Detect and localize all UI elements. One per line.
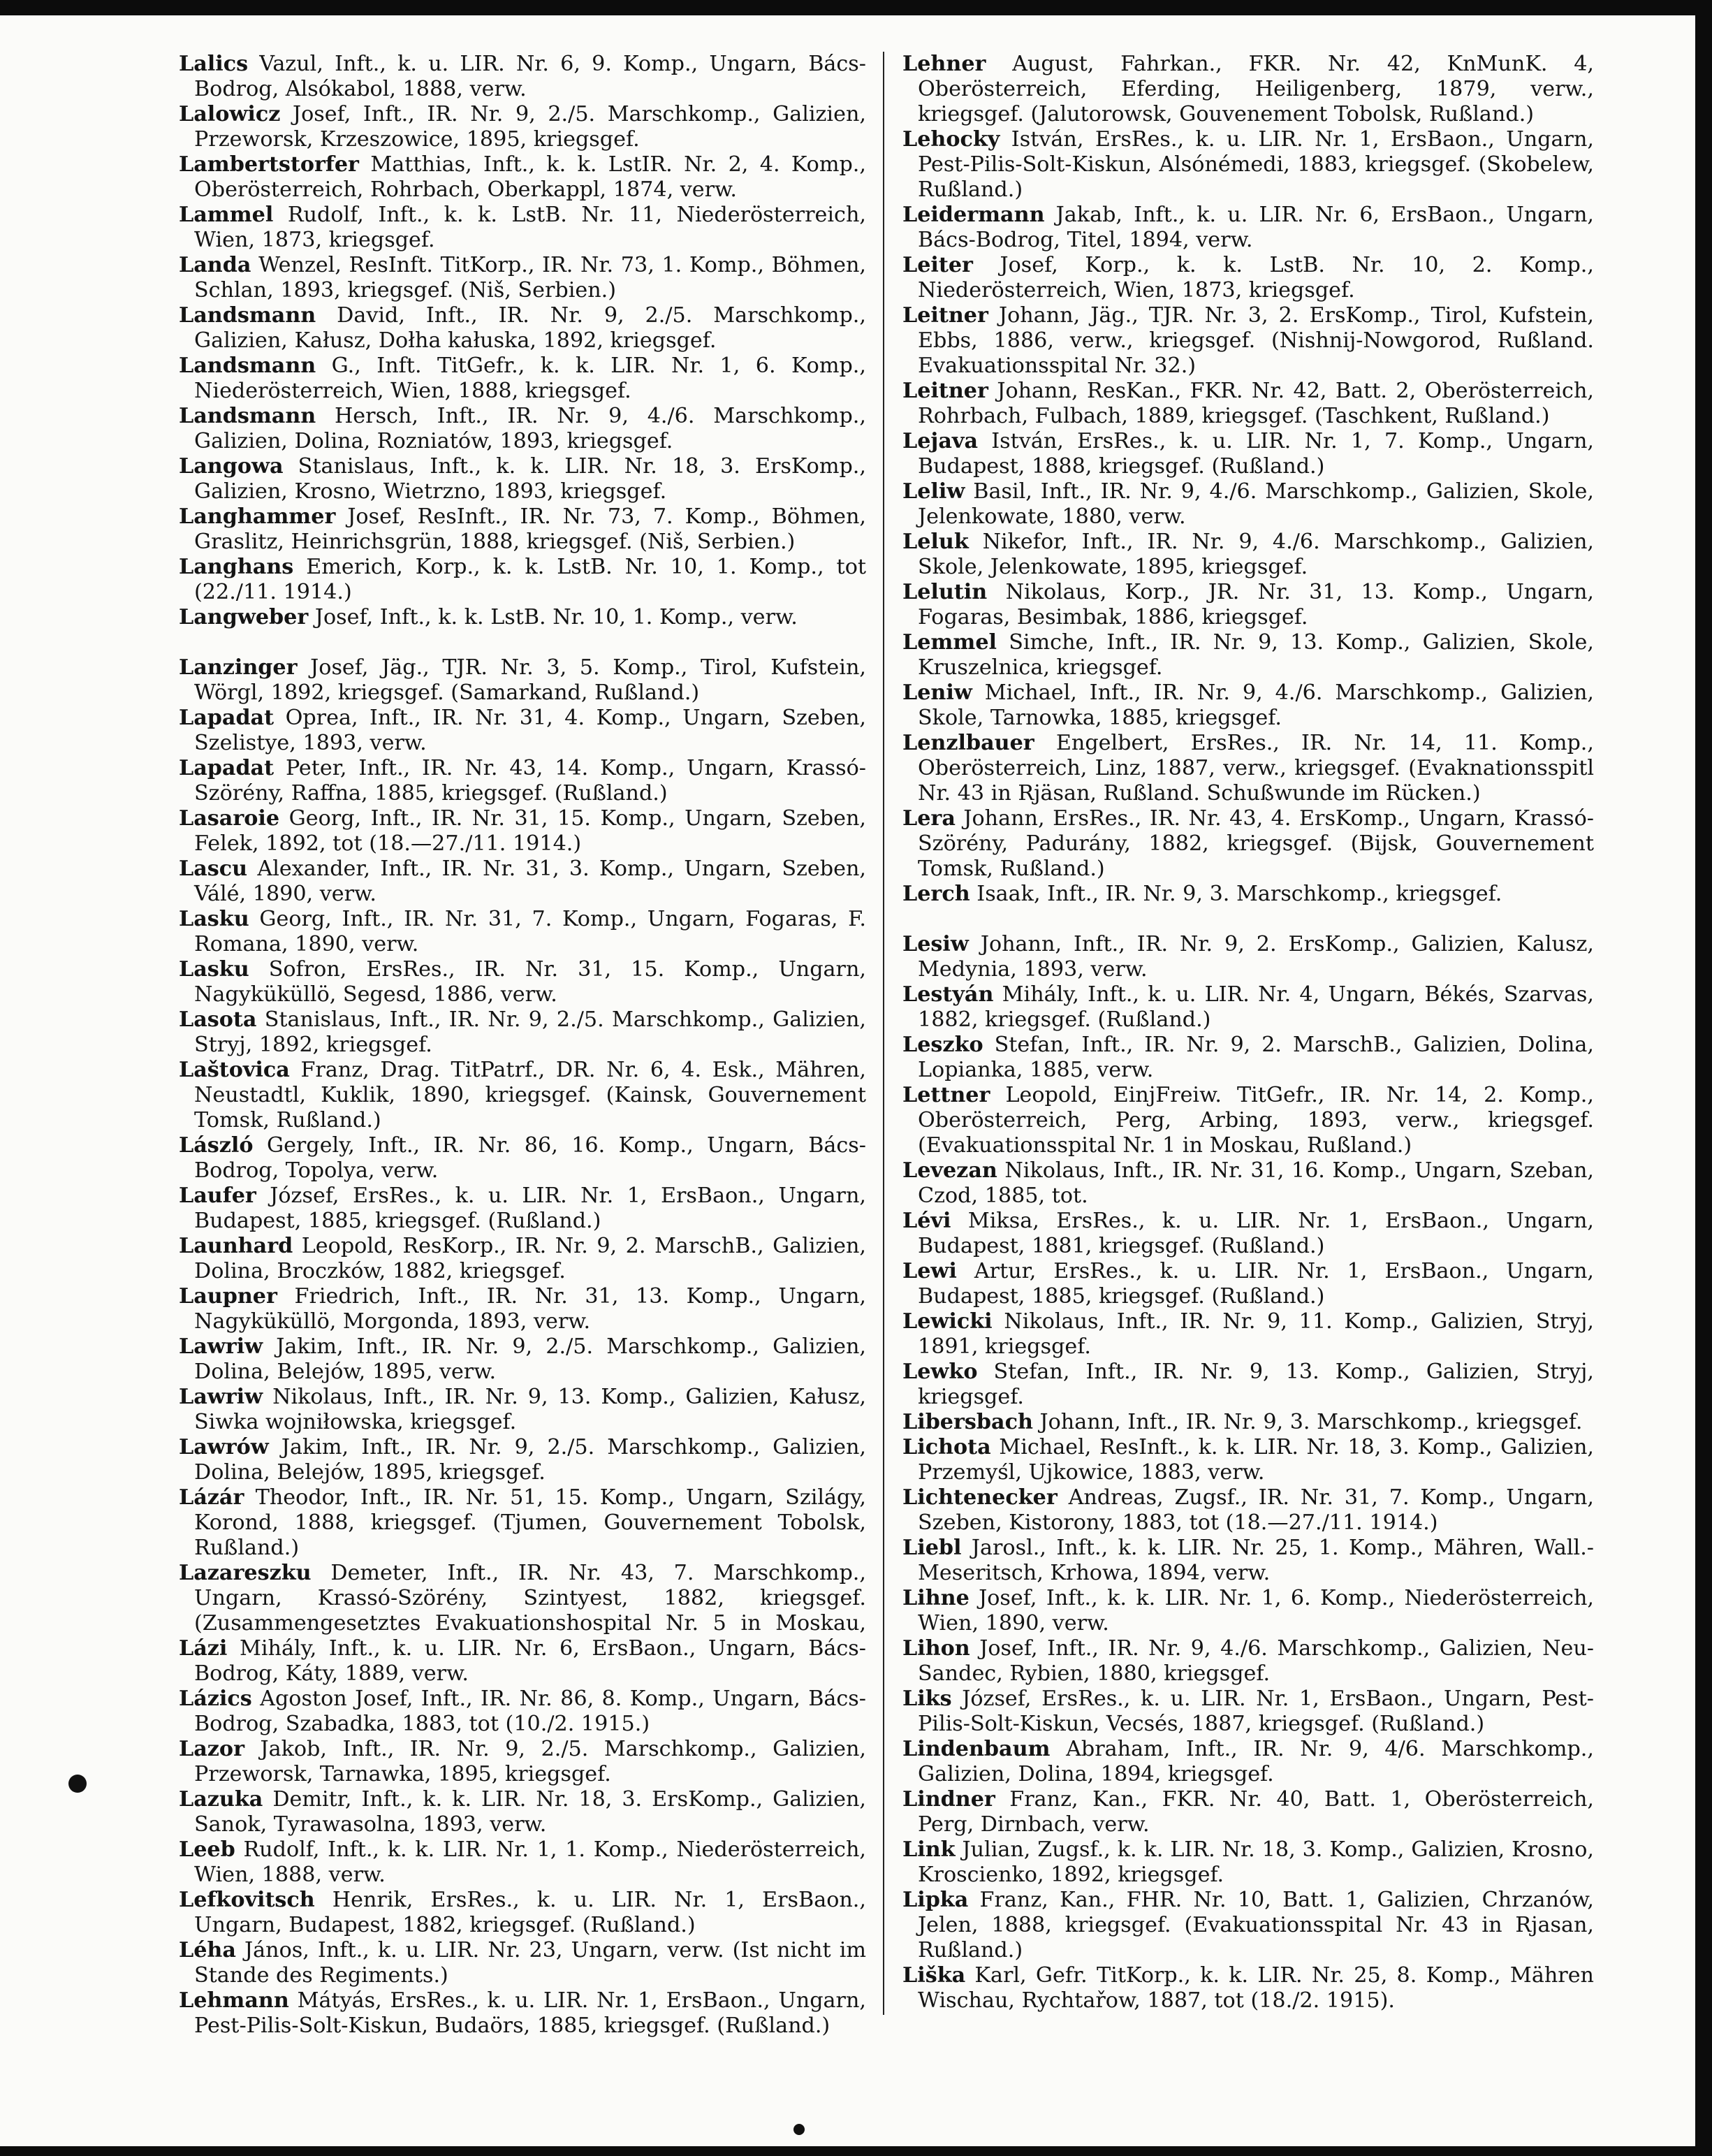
casualty-entry <box>902 1209 1594 1259</box>
casualty-entry <box>902 1309 1594 1360</box>
entry-details: Stanislaus, Inft., IR. Nr. 9, 2./5. Marschkomp., Galizien, Stryj, 1892, kriegsgef. <box>194 1007 866 1057</box>
casualty-entry <box>902 479 1594 530</box>
entry-surname: Lasku <box>179 907 249 931</box>
casualty-entry <box>179 253 866 303</box>
entry-surname: Liška <box>902 1963 966 1988</box>
casualty-entry <box>902 1687 1594 1737</box>
casualty-entry <box>179 1837 866 1888</box>
casualty-entry <box>179 1561 866 1636</box>
entry-details: Stanislaus, Inft., k. k. LIR. Nr. 18, 3. ErsKomp., Galizien, Krosno, Wietrzno, 1893, kriegsgef. <box>194 454 866 504</box>
entry-surname: Landsmann <box>179 303 316 328</box>
entry-details: Georg, Inft., IR. Nr. 31, 7. Komp., Ungarn, Fogaras, F. Romana, 1890, verw. <box>194 907 866 956</box>
entry-details: Franz, Kan., FKR. Nr. 40, Batt. 1, Oberösterreich, Perg, Dirnbach, verw. <box>918 1787 1594 1837</box>
casualty-entry <box>179 1485 866 1561</box>
entry-details: József, ErsRes., k. u. LIR. Nr. 1, ErsBaon., Ungarn, Budapest, 1885, kriegsgef. (Rußland.) <box>194 1183 866 1233</box>
entry-details: Demitr, Inft., k. k. LIR. Nr. 18, 3. ErsKomp., Galizien, Sanok, Tyrawasolna, 1893, verw. <box>194 1787 866 1837</box>
entry-surname: Lehmann <box>179 1988 289 2013</box>
entry-details: Nikolaus, Inft., IR. Nr. 9, 11. Komp., Galizien, Stryj, 1891, kriegsgef. <box>918 1309 1594 1359</box>
entry-details: István, ErsRes., k. u. LIR. Nr. 1, ErsBaon., Ungarn, Pest-Pilis-Solt-Kiskun, Alsónémedi, 1883, kriegsgef. (Skobelew, Rußland.) <box>918 127 1594 202</box>
entry-details: Karl, Gefr. TitKorp., k. k. LIR. Nr. 25, 8. Komp., Mähren Wischau, Rychtařow, 1887, tot (18./2. 1915). <box>918 1963 1594 2013</box>
casualty-entry <box>902 1158 1594 1209</box>
casualty-entry <box>902 1536 1594 1586</box>
entry-surname: Lipka <box>902 1888 969 1912</box>
entry-details: Josef, Korp., k. k. LstB. Nr. 10, 2. Komp., Niederösterreich, Wien, 1873, kriegsgef. <box>918 253 1594 303</box>
entry-surname: Lazor <box>179 1737 244 1761</box>
casualty-entry <box>902 1360 1594 1410</box>
entry-surname: Lehocky <box>902 127 1000 152</box>
entry-details: Nikolaus, Inft., IR. Nr. 31, 16. Komp., Ungarn, Szeban, Czod, 1885, tot. <box>918 1158 1594 1208</box>
entry-details: Gergely, Inft., IR. Nr. 86, 16. Komp., Ungarn, Bács-Bodrog, Topolya, verw. <box>194 1133 866 1183</box>
entry-surname: Lewicki <box>902 1309 993 1334</box>
entry-surname: Lewi <box>902 1259 957 1283</box>
entry-surname: László <box>179 1133 254 1158</box>
entry-surname: Laupner <box>179 1284 277 1309</box>
casualty-entry <box>902 1410 1594 1435</box>
entry-details: Nikefor, Inft., IR. Nr. 9, 4./6. Marschkomp., Galizien, Skole, Jelenkowate, 1895, kriegsgef. <box>918 530 1594 579</box>
entry-details: Jarosl., Inft., k. k. LIR. Nr. 25, 1. Komp., Mähren, Wall.-Meseritsch, Krhowa, 1894, verw. <box>918 1536 1594 1585</box>
entry-surname: Lindner <box>902 1787 995 1812</box>
entry-surname: Liks <box>902 1687 952 1711</box>
entry-details: Rudolf, Inft., k. k. LstB. Nr. 11, Niederösterreich, Wien, 1873, kriegsgef. <box>194 203 866 252</box>
entry-surname: Laufer <box>179 1183 256 1208</box>
entry-details: Friedrich, Inft., IR. Nr. 31, 13. Komp., Ungarn, Nagyküküllö, Morgonda, 1893, verw. <box>194 1284 866 1334</box>
entry-surname: Langhans <box>179 555 294 579</box>
entry-surname: Lenzlbauer <box>902 731 1034 755</box>
entry-details: Henrik, ErsRes., k. u. LIR. Nr. 1, ErsBaon., Ungarn, Budapest, 1882, kriegsgef. (Rußland.) <box>194 1888 866 1937</box>
entry-details: Johann, Jäg., TJR. Nr. 3, 2. ErsKomp., Tirol, Kufstein, Ebbs, 1886, verw., kriegsgef. (Nishnij-Nowgorod, Rußland. Evakuationsspital Nr. 32.) <box>918 303 1594 378</box>
casualty-entry <box>902 1737 1594 1787</box>
entry-details: Emerich, Korp., k. k. LstB. Nr. 10, 1. Komp., tot (22./11. 1914.) <box>194 555 866 604</box>
casualty-entry <box>179 1385 866 1435</box>
entry-surname: Lerch <box>902 882 970 906</box>
entry-surname: Leidermann <box>902 203 1045 227</box>
casualty-entry <box>179 203 866 253</box>
entry-surname: Launhard <box>179 1234 293 1258</box>
entry-surname: Leitner <box>902 379 988 403</box>
casualty-entry <box>179 454 866 504</box>
entry-details: Demeter, Inft., IR. Nr. 43, 7. Marschkomp., Ungarn, Krassó-Szörény, Szintyest, 1882, kriegsgef. (Zusammengesetztes Evakuationshospital Nr. 5 in Moskau, <box>194 1561 866 1636</box>
casualty-entry <box>179 354 866 404</box>
casualty-entry <box>179 605 866 655</box>
entry-surname: Lawrów <box>179 1435 269 1459</box>
casualty-entry <box>179 1888 866 1938</box>
casualty-entry <box>902 127 1594 203</box>
entry-surname: Lefkovitsch <box>179 1888 315 1912</box>
casualty-entry <box>179 1284 866 1334</box>
entry-details: Jakab, Inft., k. u. LIR. Nr. 6, ErsBaon., Ungarn, Bács-Bodrog, Titel, 1894, verw. <box>918 203 1594 252</box>
entry-surname: Lewko <box>902 1360 978 1384</box>
entry-details: Julian, Zugsf., k. k. LIR. Nr. 18, 3. Komp., Galizien, Krosno, Kroscienko, 1892, kriegsgef. <box>918 1837 1594 1887</box>
entry-surname: Lindenbaum <box>902 1737 1051 1761</box>
entry-surname: Lázár <box>179 1485 244 1510</box>
casualty-entry <box>902 379 1594 429</box>
entry-surname: Liebl <box>902 1536 962 1560</box>
entry-details: David, Inft., IR. Nr. 9, 2./5. Marschkomp., Galizien, Kałusz, Dołha kałuska, 1892, kriegsgef. <box>194 303 866 353</box>
entry-surname: Leitner <box>902 303 988 328</box>
punch-hole-mark <box>68 1775 87 1793</box>
casualty-entry <box>902 203 1594 253</box>
casualty-entry <box>179 504 866 555</box>
casualty-entry <box>902 1485 1594 1536</box>
entry-details: Josef, ResInft., IR. Nr. 73, 7. Komp., Böhmen, Graslitz, Heinrichsgrün, 1888, kriegsgef. (Niš, Serbien.) <box>194 504 866 554</box>
entry-details: Stefan, Inft., IR. Nr. 9, 2. MarschB., Galizien, Dolina, Lopianka, 1885, verw. <box>918 1033 1594 1082</box>
entry-details: Engelbert, ErsRes., IR. Nr. 14, 11. Komp., Oberösterreich, Linz, 1887, verw., kriegsgef. (Evaknationsspitl Nr. 43 in Rjäsan, Rußland. Schußwunde im Rücken.) <box>918 731 1594 806</box>
entry-surname: Leeb <box>179 1837 235 1862</box>
entry-details: Matthias, Inft., k. k. LstIR. Nr. 2, 4. Komp., Oberösterreich, Rohrbach, Oberkappl, 1874, verw. <box>194 152 866 202</box>
entry-surname: Lalowicz <box>179 102 281 126</box>
entry-surname: Lalics <box>179 52 249 76</box>
casualty-entry <box>179 1007 866 1058</box>
entry-surname: Libersbach <box>902 1410 1033 1434</box>
scan-right-border <box>1695 0 1712 2156</box>
entry-surname: Levezan <box>902 1158 997 1183</box>
casualty-entry <box>179 1435 866 1485</box>
casualty-entry <box>179 1687 866 1737</box>
entry-details: Josef, Inft., k. k. LstB. Nr. 10, 1. Komp., verw. <box>308 605 798 629</box>
entry-details: Wenzel, ResInft. TitKorp., IR. Nr. 73, 1. Komp., Böhmen, Schlan, 1893, kriegsgef. (Niš, Serbien.) <box>194 253 866 303</box>
entry-surname: Lambertstorfer <box>179 152 359 177</box>
casualty-entry <box>902 530 1594 580</box>
entry-details: Jakim, Inft., IR. Nr. 9, 2./5. Marschkomp., Galizien, Dolina, Belejów, 1895, verw. <box>194 1334 866 1384</box>
casualty-entry <box>902 1888 1594 1963</box>
entry-details: Hersch, Inft., IR. Nr. 9, 4./6. Marschkomp., Galizien, Dolina, Rozniatów, 1893, kriegsgef. <box>194 404 866 453</box>
casualty-entry <box>902 630 1594 680</box>
entry-surname: Lelutin <box>902 580 988 604</box>
entry-details: Alexander, Inft., IR. Nr. 31, 3. Komp., Ungarn, Szeben, Válé, 1890, verw. <box>194 857 866 906</box>
entry-surname: Leszko <box>902 1033 983 1057</box>
entry-details: Miksa, ErsRes., k. u. LIR. Nr. 1, ErsBaon., Ungarn, Budapest, 1881, kriegsgef. (Rußland.) <box>918 1209 1594 1258</box>
entry-details: Johann, Inft., IR. Nr. 9, 2. ErsKomp., Galizien, Kalusz, Medynia, 1893, verw. <box>918 932 1594 982</box>
casualty-entry <box>179 52 866 102</box>
casualty-entry <box>179 404 866 454</box>
entry-surname: Langweber <box>179 605 309 629</box>
entry-surname: Lévi <box>902 1209 951 1233</box>
casualty-entry <box>179 1988 866 2039</box>
entry-surname: Lihon <box>902 1636 970 1661</box>
entry-details: Artur, ErsRes., k. u. LIR. Nr. 1, ErsBaon., Ungarn, Budapest, 1885, kriegsgef. (Rußland.) <box>918 1259 1594 1309</box>
right-column <box>902 52 1594 2013</box>
entry-details: Johann, ResKan., FKR. Nr. 42, Batt. 2, Oberösterreich, Rohrbach, Fulbach, 1889, kriegsgef. (Taschkent, Rußland.) <box>918 379 1594 428</box>
entry-details: Johann, Inft., IR. Nr. 9, 3. Marschkomp., kriegsgef. <box>1032 1410 1583 1434</box>
entry-surname: Lichota <box>902 1435 991 1459</box>
casualty-entry <box>179 907 866 957</box>
casualty-entry <box>902 1963 1594 2013</box>
entry-details: Leopold, EinjFreiw. TitGefr., IR. Nr. 14, 2. Komp., Oberösterreich, Perg, Arbing, 1893, verw., kriegsgef. (Evakuationsspital Nr. 1 in Moskau, Rußland.) <box>918 1083 1594 1158</box>
casualty-entry <box>179 303 866 354</box>
casualty-entry <box>179 806 866 857</box>
entry-surname: Langhammer <box>179 504 336 529</box>
casualty-entry <box>902 1033 1594 1083</box>
entry-surname: Landsmann <box>179 404 316 428</box>
entry-details: Vazul, Inft., k. u. LIR. Nr. 6, 9. Komp., Ungarn, Bács-Bodrog, Alsókabol, 1888, verw. <box>194 52 866 101</box>
casualty-entry <box>179 957 866 1007</box>
entry-surname: Léha <box>179 1938 236 1962</box>
entry-surname: Lemmel <box>902 630 997 655</box>
casualty-entry <box>179 1636 866 1687</box>
entry-surname: Link <box>902 1837 956 1862</box>
entry-details: Oprea, Inft., IR. Nr. 31, 4. Komp., Ungarn, Szeben, Szelistye, 1893, verw. <box>194 706 866 755</box>
entry-details: Stefan, Inft., IR. Nr. 9, 13. Komp., Galizien, Stryj, kriegsgef. <box>918 1360 1594 1409</box>
entry-details: Mihály, Inft., k. u. LIR. Nr. 4, Ungarn, Békés, Szarvas, 1882, kriegsgef. (Rußland.) <box>918 982 1594 1032</box>
entry-details: Mátyás, ErsRes., k. u. LIR. Nr. 1, ErsBaon., Ungarn, Pest-Pilis-Solt-Kiskun, Budaörs, 1885, kriegsgef. (Rußland.) <box>194 1988 866 2038</box>
entry-details: Abraham, Inft., IR. Nr. 9, 4/6. Marschkomp., Galizien, Dolina, 1894, kriegsgef. <box>918 1737 1594 1786</box>
casualty-entry <box>902 680 1594 731</box>
casualty-entry <box>179 1938 866 1988</box>
casualty-entry <box>902 731 1594 806</box>
entry-details: Simche, Inft., IR. Nr. 9, 13. Komp., Galizien, Skole, Kruszelnica, kriegsgef. <box>918 630 1594 680</box>
entry-details: Agoston Josef, Inft., IR. Nr. 86, 8. Komp., Ungarn, Bács-Bodrog, Szabadka, 1883, tot (10./2. 1915.) <box>194 1687 866 1736</box>
casualty-entry <box>902 932 1594 982</box>
entry-surname: Landa <box>179 253 251 277</box>
entry-surname: Laštovica <box>179 1058 290 1082</box>
entry-surname: Lehner <box>902 52 986 76</box>
entry-surname: Lawriw <box>179 1334 263 1359</box>
entry-surname: Lazareszku <box>179 1561 312 1585</box>
casualty-entry <box>902 429 1594 479</box>
casualty-entry <box>902 1787 1594 1837</box>
casualty-entry <box>179 655 866 706</box>
entry-details: Josef, Jäg., TJR. Nr. 3, 5. Komp., Tirol, Kufstein, Wörgl, 1892, kriegsgef. (Samarkand, Rußland.) <box>194 655 866 705</box>
entry-details: Jakob, Inft., IR. Nr. 9, 2./5. Marschkomp., Galizien, Przeworsk, Tarnawka, 1895, kriegsgef. <box>194 1737 866 1786</box>
entry-surname: Landsmann <box>179 354 316 378</box>
entry-details: Sofron, ErsRes., IR. Nr. 31, 15. Komp., Ungarn, Nagyküküllö, Segesd, 1886, verw. <box>194 957 866 1007</box>
entry-details: Michael, Inft., IR. Nr. 9, 4./6. Marschkomp., Galizien, Skole, Tarnowka, 1885, kriegsgef. <box>918 680 1594 730</box>
entry-details: Nikolaus, Korp., JR. Nr. 31, 13. Komp., Ungarn, Fogaras, Besimbak, 1886, kriegsgef. <box>918 580 1594 629</box>
casualty-entry <box>179 756 866 806</box>
casualty-entry <box>902 1259 1594 1309</box>
entry-details: Josef, Inft., k. k. LIR. Nr. 1, 6. Komp., Niederösterreich, Wien, 1890, verw. <box>918 1586 1594 1636</box>
casualty-entry <box>902 1083 1594 1158</box>
casualty-entry <box>902 882 1594 932</box>
casualty-entry <box>179 1334 866 1385</box>
casualty-entry <box>179 1737 866 1787</box>
casualty-entry <box>179 706 866 756</box>
casualty-entry <box>902 1435 1594 1485</box>
column-divider <box>883 52 884 2015</box>
entry-surname: Lascu <box>179 857 248 881</box>
entry-surname: Lawriw <box>179 1385 263 1409</box>
casualty-entry <box>179 555 866 605</box>
entry-surname: Lejava <box>902 429 979 453</box>
casualty-entry <box>179 152 866 203</box>
entry-details: Nikolaus, Inft., IR. Nr. 9, 13. Komp., Galizien, Kałusz, Siwka wojniłowska, kriegsgef. <box>194 1385 866 1434</box>
casualty-entry <box>902 580 1594 630</box>
entry-surname: Leluk <box>902 530 969 554</box>
casualty-entry <box>902 253 1594 303</box>
entry-details: József, ErsRes., k. u. LIR. Nr. 1, ErsBaon., Ungarn, Pest-Pilis-Solt-Kiskun, Vecsés, 1887, kriegsgef. (Rußland.) <box>918 1687 1594 1736</box>
casualty-entry <box>902 982 1594 1033</box>
casualty-entry <box>179 1787 866 1837</box>
entry-details: Mihály, Inft., k. u. LIR. Nr. 6, ErsBaon., Ungarn, Bács-Bodrog, Káty, 1889, verw. <box>194 1636 866 1686</box>
entry-details: August, Fahrkan., FKR. Nr. 42, KnMunK. 4, Oberösterreich, Eferding, Heiligenberg, 1879, verw., kriegsgef. (Jalutorowsk, Gouvenement Tobolsk, Rußland.) <box>918 52 1594 126</box>
entry-surname: Lesiw <box>902 932 969 956</box>
entry-surname: Lasaroie <box>179 806 280 831</box>
entry-surname: Lázics <box>179 1687 252 1711</box>
casualty-entry <box>902 806 1594 882</box>
entry-details: Johann, ErsRes., IR. Nr. 43, 4. ErsKomp., Ungarn, Krassó-Szörény, Padurány, 1882, kriegsgef. (Bijsk, Gouvernement Tomsk, Rußland.) <box>918 806 1594 881</box>
entry-surname: Lera <box>902 806 956 831</box>
left-column <box>179 52 866 2039</box>
entry-details: Josef, Inft., IR. Nr. 9, 2./5. Marschkomp., Galizien, Przeworsk, Krzeszowice, 1895, kriegsgef. <box>194 102 866 152</box>
casualty-entry <box>179 857 866 907</box>
entry-surname: Lanzinger <box>179 655 298 680</box>
casualty-entry <box>902 303 1594 379</box>
entry-details: G., Inft. TitGefr., k. k. LIR. Nr. 1, 6. Komp., Niederösterreich, Wien, 1888, kriegsgef. <box>194 354 866 403</box>
entry-surname: Lichtenecker <box>902 1485 1058 1510</box>
casualty-entry <box>179 1183 866 1234</box>
entry-surname: Lammel <box>179 203 274 227</box>
entry-surname: Langowa <box>179 454 284 479</box>
entry-details: Michael, ResInft., k. k. LIR. Nr. 18, 3. Komp., Galizien, Przemyśl, Ujkowice, 1883, verw. <box>918 1435 1594 1485</box>
casualty-entry <box>179 1058 866 1133</box>
entry-surname: Lázi <box>179 1636 228 1661</box>
entry-details: Josef, Inft., IR. Nr. 9, 4./6. Marschkomp., Galizien, Neu-Sandec, Rybien, 1880, kriegsgef. <box>918 1636 1594 1686</box>
entry-surname: Leiter <box>902 253 973 277</box>
entry-surname: Lettner <box>902 1083 990 1107</box>
casualty-entry <box>902 52 1594 127</box>
casualty-entry <box>179 1133 866 1183</box>
entry-surname: Lapadat <box>179 756 275 780</box>
entry-surname: Lasota <box>179 1007 257 1032</box>
ink-dot-mark <box>793 2124 805 2135</box>
entry-details: Leopold, ResKorp., IR. Nr. 9, 2. MarschB., Galizien, Dolina, Broczków, 1882, kriegsgef. <box>194 1234 866 1283</box>
entry-details: Rudolf, Inft., k. k. LIR. Nr. 1, 1. Komp., Niederösterreich, Wien, 1888, verw. <box>194 1837 866 1887</box>
entry-surname: Lazuka <box>179 1787 263 1812</box>
entry-details: Franz, Drag. TitPatrf., DR. Nr. 6, 4. Esk., Mähren, Neustadtl, Kuklik, 1890, kriegsgef. (Kainsk, Gouvernement Tomsk, Rußland.) <box>194 1058 866 1132</box>
entry-details: János, Inft., k. u. LIR. Nr. 23, Ungarn, verw. (Ist nicht im Stande des Regiments.) <box>194 1938 866 1988</box>
entry-details: István, ErsRes., k. u. LIR. Nr. 1, 7. Komp., Ungarn, Budapest, 1888, kriegsgef. (Rußland.) <box>918 429 1594 479</box>
casualty-entry <box>902 1837 1594 1888</box>
entry-details: Theodor, Inft., IR. Nr. 51, 15. Komp., Ungarn, Szilágy, Korond, 1888, kriegsgef. (Tjumen, Gouvernement Tobolsk, Rußland.) <box>194 1485 866 1560</box>
entry-surname: Lestyán <box>902 982 994 1007</box>
entry-details: Jakim, Inft., IR. Nr. 9, 2./5. Marschkomp., Galizien, Dolina, Belejów, 1895, kriegsgef. <box>194 1435 866 1485</box>
casualty-entry <box>179 102 866 152</box>
entry-surname: Leliw <box>902 479 965 504</box>
casualty-entry <box>902 1586 1594 1636</box>
entry-details: Andreas, Zugsf., IR. Nr. 31, 7. Komp., Ungarn, Szeben, Kistorony, 1883, tot (18.—27./11. 1914.) <box>918 1485 1594 1535</box>
entry-details: Peter, Inft., IR. Nr. 43, 14. Komp., Ungarn, Krassó-Szörény, Raffna, 1885, kriegsgef. (Rußland.) <box>194 756 866 806</box>
entry-surname: Lasku <box>179 957 249 982</box>
entry-details: Isaak, Inft., IR. Nr. 9, 3. Marschkomp., kriegsgef. <box>970 882 1502 906</box>
casualty-entry <box>902 1636 1594 1687</box>
entry-surname: Lihne <box>902 1586 970 1610</box>
entry-details: Basil, Inft., IR. Nr. 9, 4./6. Marschkomp., Galizien, Skole, Jelenkowate, 1880, verw. <box>918 479 1594 529</box>
scan-bottom-border <box>0 2146 1712 2156</box>
entry-surname: Leniw <box>902 680 972 705</box>
entry-details: Franz, Kan., FHR. Nr. 10, Batt. 1, Galizien, Chrzanów, Jelen, 1888, kriegsgef. (Evakuationsspital Nr. 43 in Rjasan, Rußland.) <box>918 1888 1594 1962</box>
casualty-entry <box>179 1234 866 1284</box>
entry-surname: Lapadat <box>179 706 275 730</box>
scan-top-border <box>0 0 1712 15</box>
entry-details: Georg, Inft., IR. Nr. 31, 15. Komp., Ungarn, Szeben, Felek, 1892, tot (18.—27./11. 1914.) <box>194 806 866 856</box>
